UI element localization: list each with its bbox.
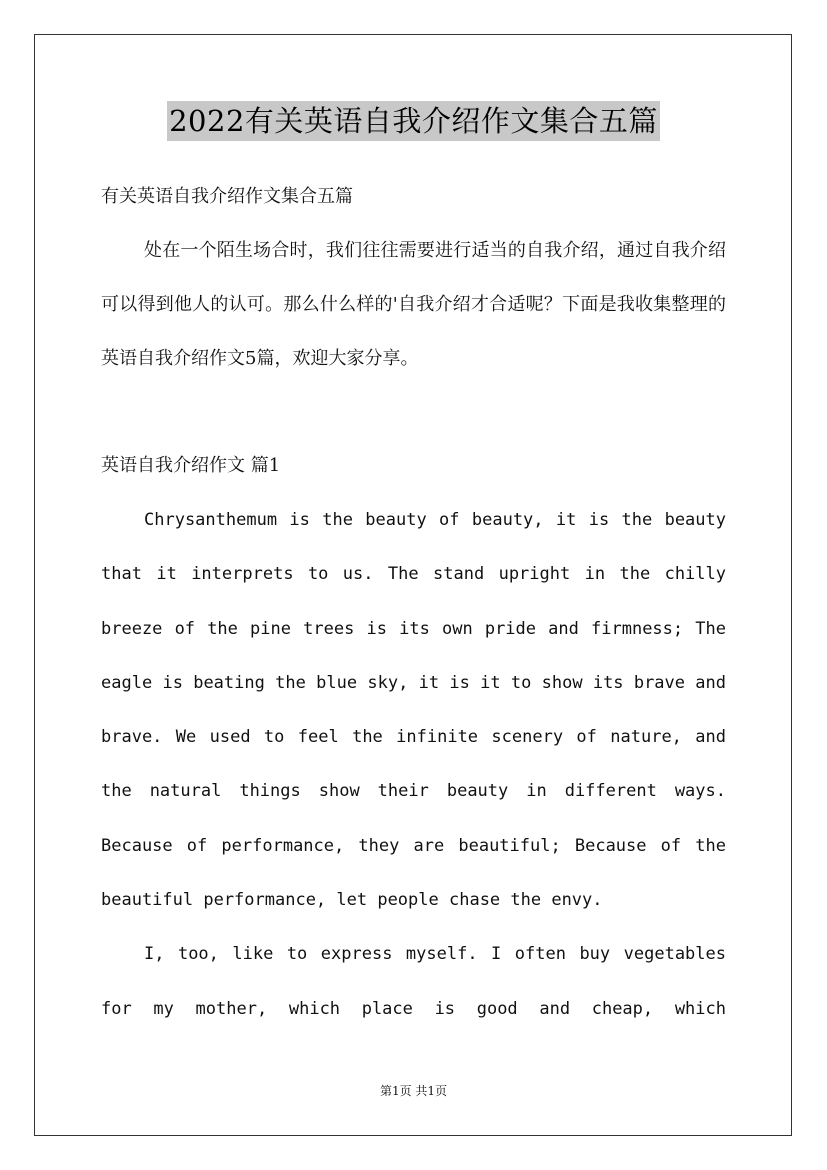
section-heading: 英语自我介绍作文 篇1 [101,455,281,476]
body-paragraph-2: I, too, like to express myself. I often buy vegetables for my mother, which place is good and cheap, which [101,944,726,1019]
intro-paragraph: 处在一个陌生场合时，我们往往需要进行适当的自我介绍，通过自我介绍可以得到他人的认可。那么什么样的'自我介绍才合适呢？下面是我收集整理的英语自我介绍作文5篇，欢迎大家分享。 [101,240,726,369]
title-container [0,101,827,141]
spacer [101,386,726,439]
page-footer: 第1页 共1页 [379,1084,448,1098]
document-body [101,170,726,1036]
document-title: 2022有关英语自我介绍作文集合五篇 [167,101,660,141]
body-paragraph-1: Chrysanthemum is the beauty of beauty, it is the beauty that it interprets to us. The stand upright in the chilly breeze of the pine trees is its own pride and firmness; The eagle is beating the blue sky, it is it to show its brave and brave. We used to feel the infinite scenery of nature, and the natural things show their beauty in different ways. Because of performance, they are beautiful; Because of the beautiful performance, let people chase the envy. [101,510,726,911]
document-subtitle: 有关英语自我介绍作文集合五篇 [101,186,353,207]
